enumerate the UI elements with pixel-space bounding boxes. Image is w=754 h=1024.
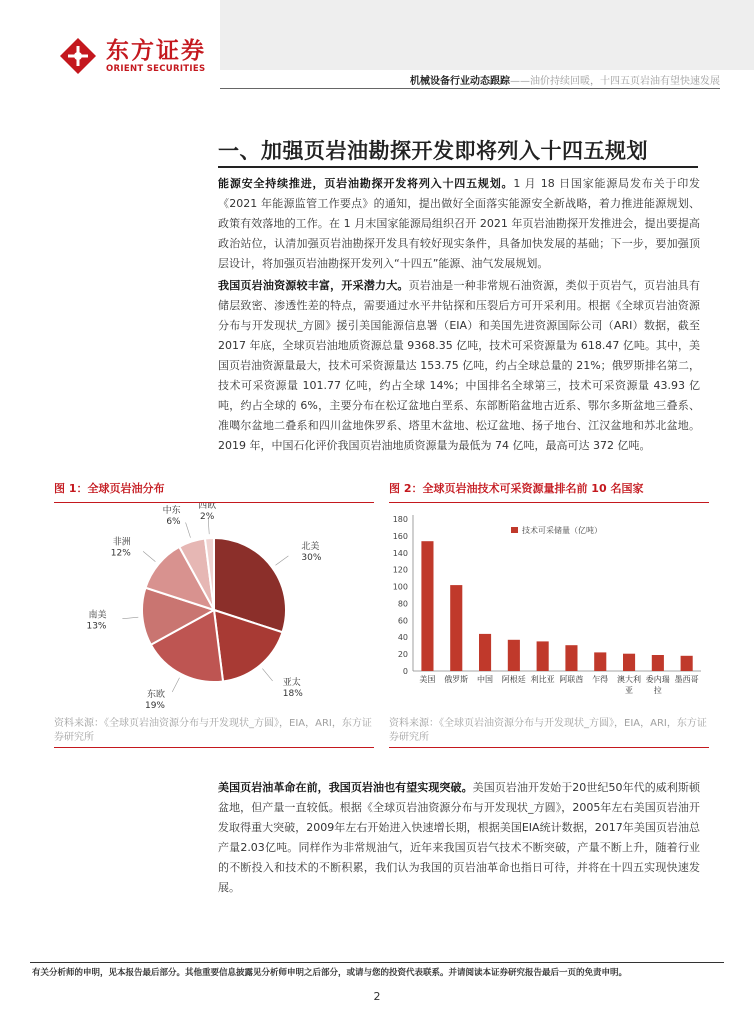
figure-1-title: 图 1：全球页岩油分布 xyxy=(54,482,165,495)
pie-leader-line xyxy=(122,617,138,619)
footer-divider xyxy=(30,962,724,963)
x-tick-label: 阿根廷 xyxy=(501,675,526,684)
y-tick-label: 160 xyxy=(392,531,408,541)
pie-chart xyxy=(54,503,374,713)
pie-pct-label-3: 13% xyxy=(86,621,107,632)
y-tick-label: 20 xyxy=(397,650,408,660)
paragraph-body: 美国页岩油开发始于20世纪50年代的威利斯顿盆地，但产量一直较低。根据《全球页岩油资源分布与开发现状_方圆》，2005年左右美国页岩油开发取得重大突破，2009年左右开始进入快速增长期，根据美国EIA统计数据，2017年美国页岩油总产量2.03亿吨。同样作为非常规油气，近年来我国页岩气技术不断突破，产量不断上升，随着行业的不断投入和技术的不断积累，我们认为我国的页岩油革命也指日可待，并将在十四五实现快速发展。 xyxy=(218,781,701,894)
figure-2 xyxy=(389,480,709,748)
paragraph-energy-security xyxy=(218,174,700,274)
bar-5 xyxy=(565,645,577,671)
paragraph-us-shale-revolution xyxy=(218,778,700,898)
pie-label-1: 亚太 xyxy=(282,678,301,689)
report-header xyxy=(220,72,720,87)
x-tick-label: 中国 xyxy=(477,675,493,684)
page-number: 2 xyxy=(373,990,381,1003)
pie-leader-line xyxy=(276,556,289,565)
figure-1-source: 资料来源：《全球页岩油资源分布与开发现状_方圆》，EIA，ARI，东方证券研究所 xyxy=(54,718,372,743)
pie-pct-label-1: 18% xyxy=(282,689,303,700)
paragraph-lead: 能源安全持续推进，页岩油勘探开发将列入十四五规划。 xyxy=(218,177,514,190)
paragraph-body: 1 月 18 日国家能源局发布关于印发《2021 年能源监管工作要点》的通知，提出做好全面落实能源安全新战略，着力推进能源规划、政策有效落地的工作。在 1 月末国家能源局组织召开 2021 年页岩油勘探开发推进会，提出要提高政治站位，认清加强页岩油勘探开发具有较好现实条件，具备加快发展的基础；下一步，要加强顶层设计，将加强页岩油勘探开发列入“十四五”能源、油气发展规划。 xyxy=(218,177,701,270)
footer-disclaimer: 有关分析师的申明，见本报告最后部分。其他重要信息披露见分析师申明之后部分，或请与您的投资代表联系。并请阅读本证券研究报告最后一页的免责申明。 xyxy=(32,968,628,978)
pie-leader-line xyxy=(186,523,191,538)
section-title-divider xyxy=(218,166,698,168)
header-divider xyxy=(220,88,720,89)
bar-9 xyxy=(681,656,693,671)
pie-pct-label-4: 12% xyxy=(110,548,131,559)
figure-1 xyxy=(54,480,374,748)
y-tick-label: 180 xyxy=(392,515,408,524)
paragraph-lead: 我国页岩油资源较丰富，开采潜力大。 xyxy=(218,279,409,292)
section-title: 一、加强页岩油勘探开发即将列入十四五规划 xyxy=(218,139,648,163)
pie-label-6: 西欧 xyxy=(198,503,217,512)
y-tick-label: 0 xyxy=(402,667,408,676)
bar-3 xyxy=(508,640,520,671)
bar-6 xyxy=(594,652,606,671)
x-tick-label: 墨西哥 xyxy=(674,675,699,684)
logo-name-en: ORIENT SECURITIES xyxy=(106,63,206,74)
pie-label-5: 中东 xyxy=(162,505,181,516)
pie-label-0: 北美 xyxy=(301,542,320,553)
header-background xyxy=(220,0,754,70)
orient-logo-icon xyxy=(58,36,98,76)
pie-pct-label-6: 2% xyxy=(200,512,215,523)
pie-label-4: 非洲 xyxy=(112,537,131,548)
bar-7 xyxy=(623,654,635,671)
pie-pct-label-2: 19% xyxy=(144,701,165,712)
figure-2-title: 图 2：全球页岩油技术可采资源量排名前 10 名国家 xyxy=(389,482,644,495)
x-tick-label: 委内瑞 xyxy=(645,675,670,684)
y-tick-label: 80 xyxy=(397,599,408,609)
bar-1 xyxy=(450,585,462,671)
x-tick-label: 美国 xyxy=(419,675,436,684)
x-tick-label: 澳大利 xyxy=(617,675,641,684)
x-tick-label: 乍得 xyxy=(592,675,609,684)
figure-2-bottom-rule xyxy=(389,747,709,748)
pie-label-2: 东欧 xyxy=(146,690,165,701)
bar-4 xyxy=(537,641,549,671)
x-tick-label: 阿联酋 xyxy=(559,675,584,684)
pie-leader-line xyxy=(262,669,272,681)
pie-pct-label-5: 6% xyxy=(166,516,181,527)
y-tick-label: 140 xyxy=(392,548,408,558)
legend-swatch xyxy=(511,527,518,533)
pie-pct-label-0: 30% xyxy=(301,553,322,564)
x-tick-label: 亚 xyxy=(625,686,633,695)
y-tick-label: 60 xyxy=(397,616,408,626)
logo-name-cn: 东方证券 xyxy=(106,37,206,64)
pie-leader-line xyxy=(143,551,155,561)
paragraph-resources xyxy=(218,276,700,456)
x-tick-label: 拉 xyxy=(653,686,662,695)
pie-leader-line xyxy=(172,678,179,692)
company-logo xyxy=(58,36,206,76)
y-tick-label: 40 xyxy=(397,633,408,643)
y-tick-label: 100 xyxy=(392,582,408,592)
legend-label: 技术可采储量（亿吨） xyxy=(522,526,602,535)
report-category: 机械设备行业动态跟踪 xyxy=(410,76,510,87)
paragraph-lead: 美国页岩油革命在前，我国页岩油也有望实现突破。 xyxy=(218,781,473,794)
figure-2-source: 资料来源：《全球页岩油资源分布与开发现状_方圆》，EIA，ARI，东方证券研究所 xyxy=(389,718,707,743)
bar-2 xyxy=(479,634,491,671)
pie-label-3: 南美 xyxy=(88,610,107,621)
figure-1-bottom-rule xyxy=(54,747,374,748)
report-subtitle: ——油价持续回暖，十四五页岩油有望快速发展 xyxy=(510,76,720,87)
paragraph-body: 页岩油是一种非常规石油资源，类似于页岩气，页岩油具有储层致密、渗透性差的特点，需要通过水平井钻探和压裂后方可开采利用。根据《全球页岩油资源分布与开发现状_方圆》援引美国能源信息署（EIA）和美国先进资源国际公司（ARI）数据，截至 2017 年底，全球页岩油地质资源总量 9368.35 亿吨，技术可采资源量为 618.47 亿吨。其中，美国页岩油资源量最大，技术可采资源量达 153.75 亿吨，约占全球总量的 21%；俄罗斯排名第二，技术可采资源量 101.77 亿吨，约占全球 14%；中国排名全球第三，技术可采资源量 43.93 亿吨，约占全球的 6%，主要分布在松辽盆地白垩系、东部断陷盆地古近系、鄂尔多斯盆地三叠系、准噶尔盆地二叠系和四川盆地侏罗系、塔里木盆地、松辽盆地、扬子地台、江汉盆地和苏北盆地。2019 年，中国石化评价我国页岩油地质资源量为最低为 74 亿吨，最高可达 372 亿吨。 xyxy=(218,279,701,452)
bar-chart xyxy=(389,503,709,713)
bar-0 xyxy=(421,541,433,671)
x-tick-label: 俄罗斯 xyxy=(444,675,469,684)
x-tick-label: 利比亚 xyxy=(530,675,555,684)
y-tick-label: 120 xyxy=(392,565,408,575)
bar-8 xyxy=(652,655,664,671)
